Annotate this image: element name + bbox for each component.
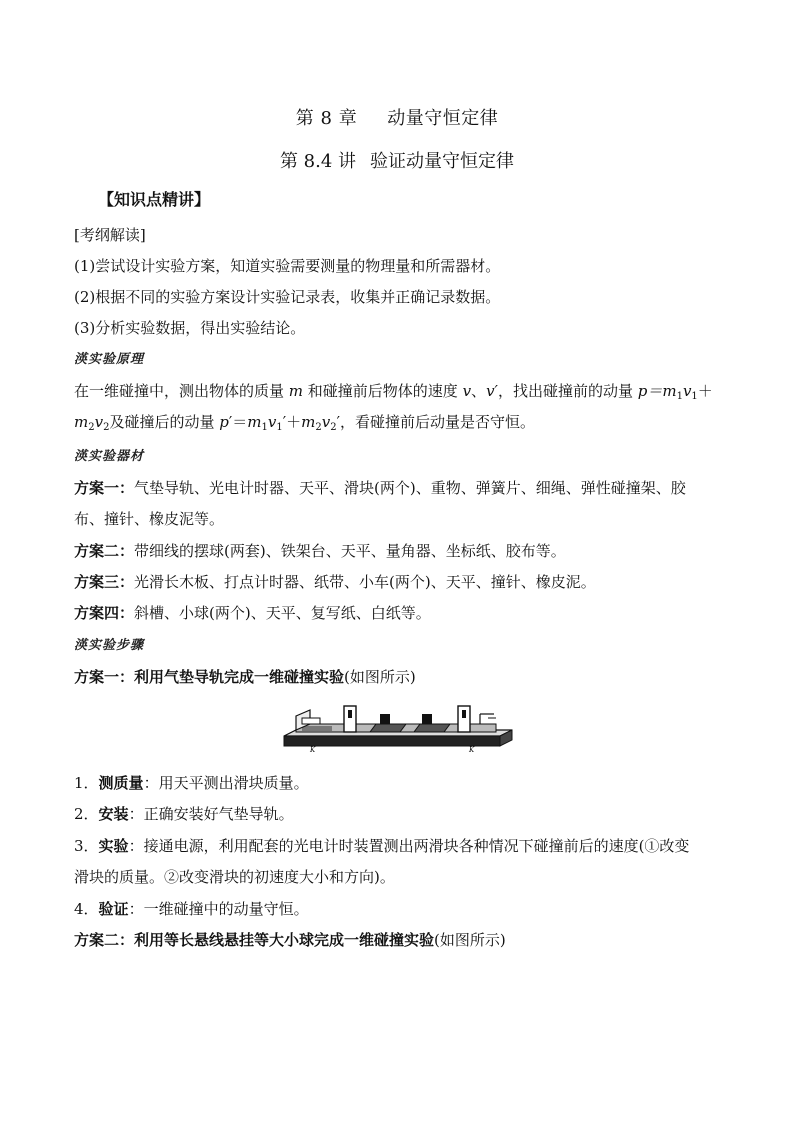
lesson-name: 验证动量守恒定律 <box>370 151 515 172</box>
steps-plan-2-title: 方案二：利用等长悬线悬挂等大小球完成一维碰撞实验(如图所示) <box>74 931 506 949</box>
step-3-cont: 滑块的质量。②改变滑块的初速度大小和方向)。 <box>74 868 395 886</box>
principle-line-1: 在一维碰撞中，测出物体的质量 m 和碰撞前后物体的速度 v、v′，找出碰撞前的动量 $p=m_1v_1+$ <box>74 382 713 402</box>
principle-heading: 渶实验原理 <box>74 352 145 367</box>
step-3: 3．实验：接通电源，利用配套的光电计时装置测出两滑块各种情况下碰撞前后的速度(①改变 <box>74 837 690 855</box>
figure-label-right: K <box>469 746 475 754</box>
materials-plan-1-cont: 布、撞针、橡皮泥等。 <box>74 510 225 528</box>
lesson-number: 第 8.4 讲 <box>279 151 357 172</box>
lesson-title <box>0 147 794 173</box>
materials-heading: 渶实验器材 <box>74 449 145 464</box>
materials-plan-3: 方案三：光滑长木板、打点计时器、纸带、小车(两个)、天平、撞针、橡皮泥。 <box>74 573 596 591</box>
step-4: 4．验证：一维碰撞中的动量守恒。 <box>74 900 309 918</box>
air-track-figure <box>282 702 514 754</box>
step-1: 1．测质量：用天平测出滑块质量。 <box>74 774 309 792</box>
materials-plan-1: 方案一：气垫导轨、光电计时器、天平、滑块(两个)、重物、弹簧片、细绳、弹性碰撞架、胶 <box>74 479 686 497</box>
syllabus-item-3: (3)分析实验数据，得出实验结论。 <box>74 319 306 337</box>
chapter-title <box>0 104 794 130</box>
syllabus-item-2: (2)根据不同的实验方案设计实验记录表，收集并正确记录数据。 <box>74 288 501 306</box>
steps-heading: 渶实验步骤 <box>74 638 145 653</box>
chapter-name: 动量守恒定律 <box>387 108 499 129</box>
syllabus-item-1: (1)尝试设计实验方案，知道实验需要测量的物理量和所需器材。 <box>74 257 501 275</box>
section-title: 【知识点精讲】 <box>98 190 211 209</box>
steps-plan-1-title: 方案一：利用气垫导轨完成一维碰撞实验(如图所示) <box>74 668 416 686</box>
materials-plan-2: 方案二：带细线的摆球(两套)、铁架台、天平、量角器、坐标纸、胶布等。 <box>74 542 566 560</box>
figure-label-left: K <box>310 746 316 754</box>
step-2: 2．安装：正确安装好气垫导轨。 <box>74 805 294 823</box>
chapter-number: 第 8 章 <box>295 108 358 129</box>
principle-line-2: $m_2v_2$及碰撞后的动量 $p'=m_1v_1'+m_2v_2'$，看碰撞前后动量是否守恒。 <box>74 413 536 433</box>
materials-plan-4: 方案四：斜槽、小球(两个)、天平、复写纸、白纸等。 <box>74 604 431 622</box>
syllabus-label: [考纲解读] <box>74 226 146 244</box>
